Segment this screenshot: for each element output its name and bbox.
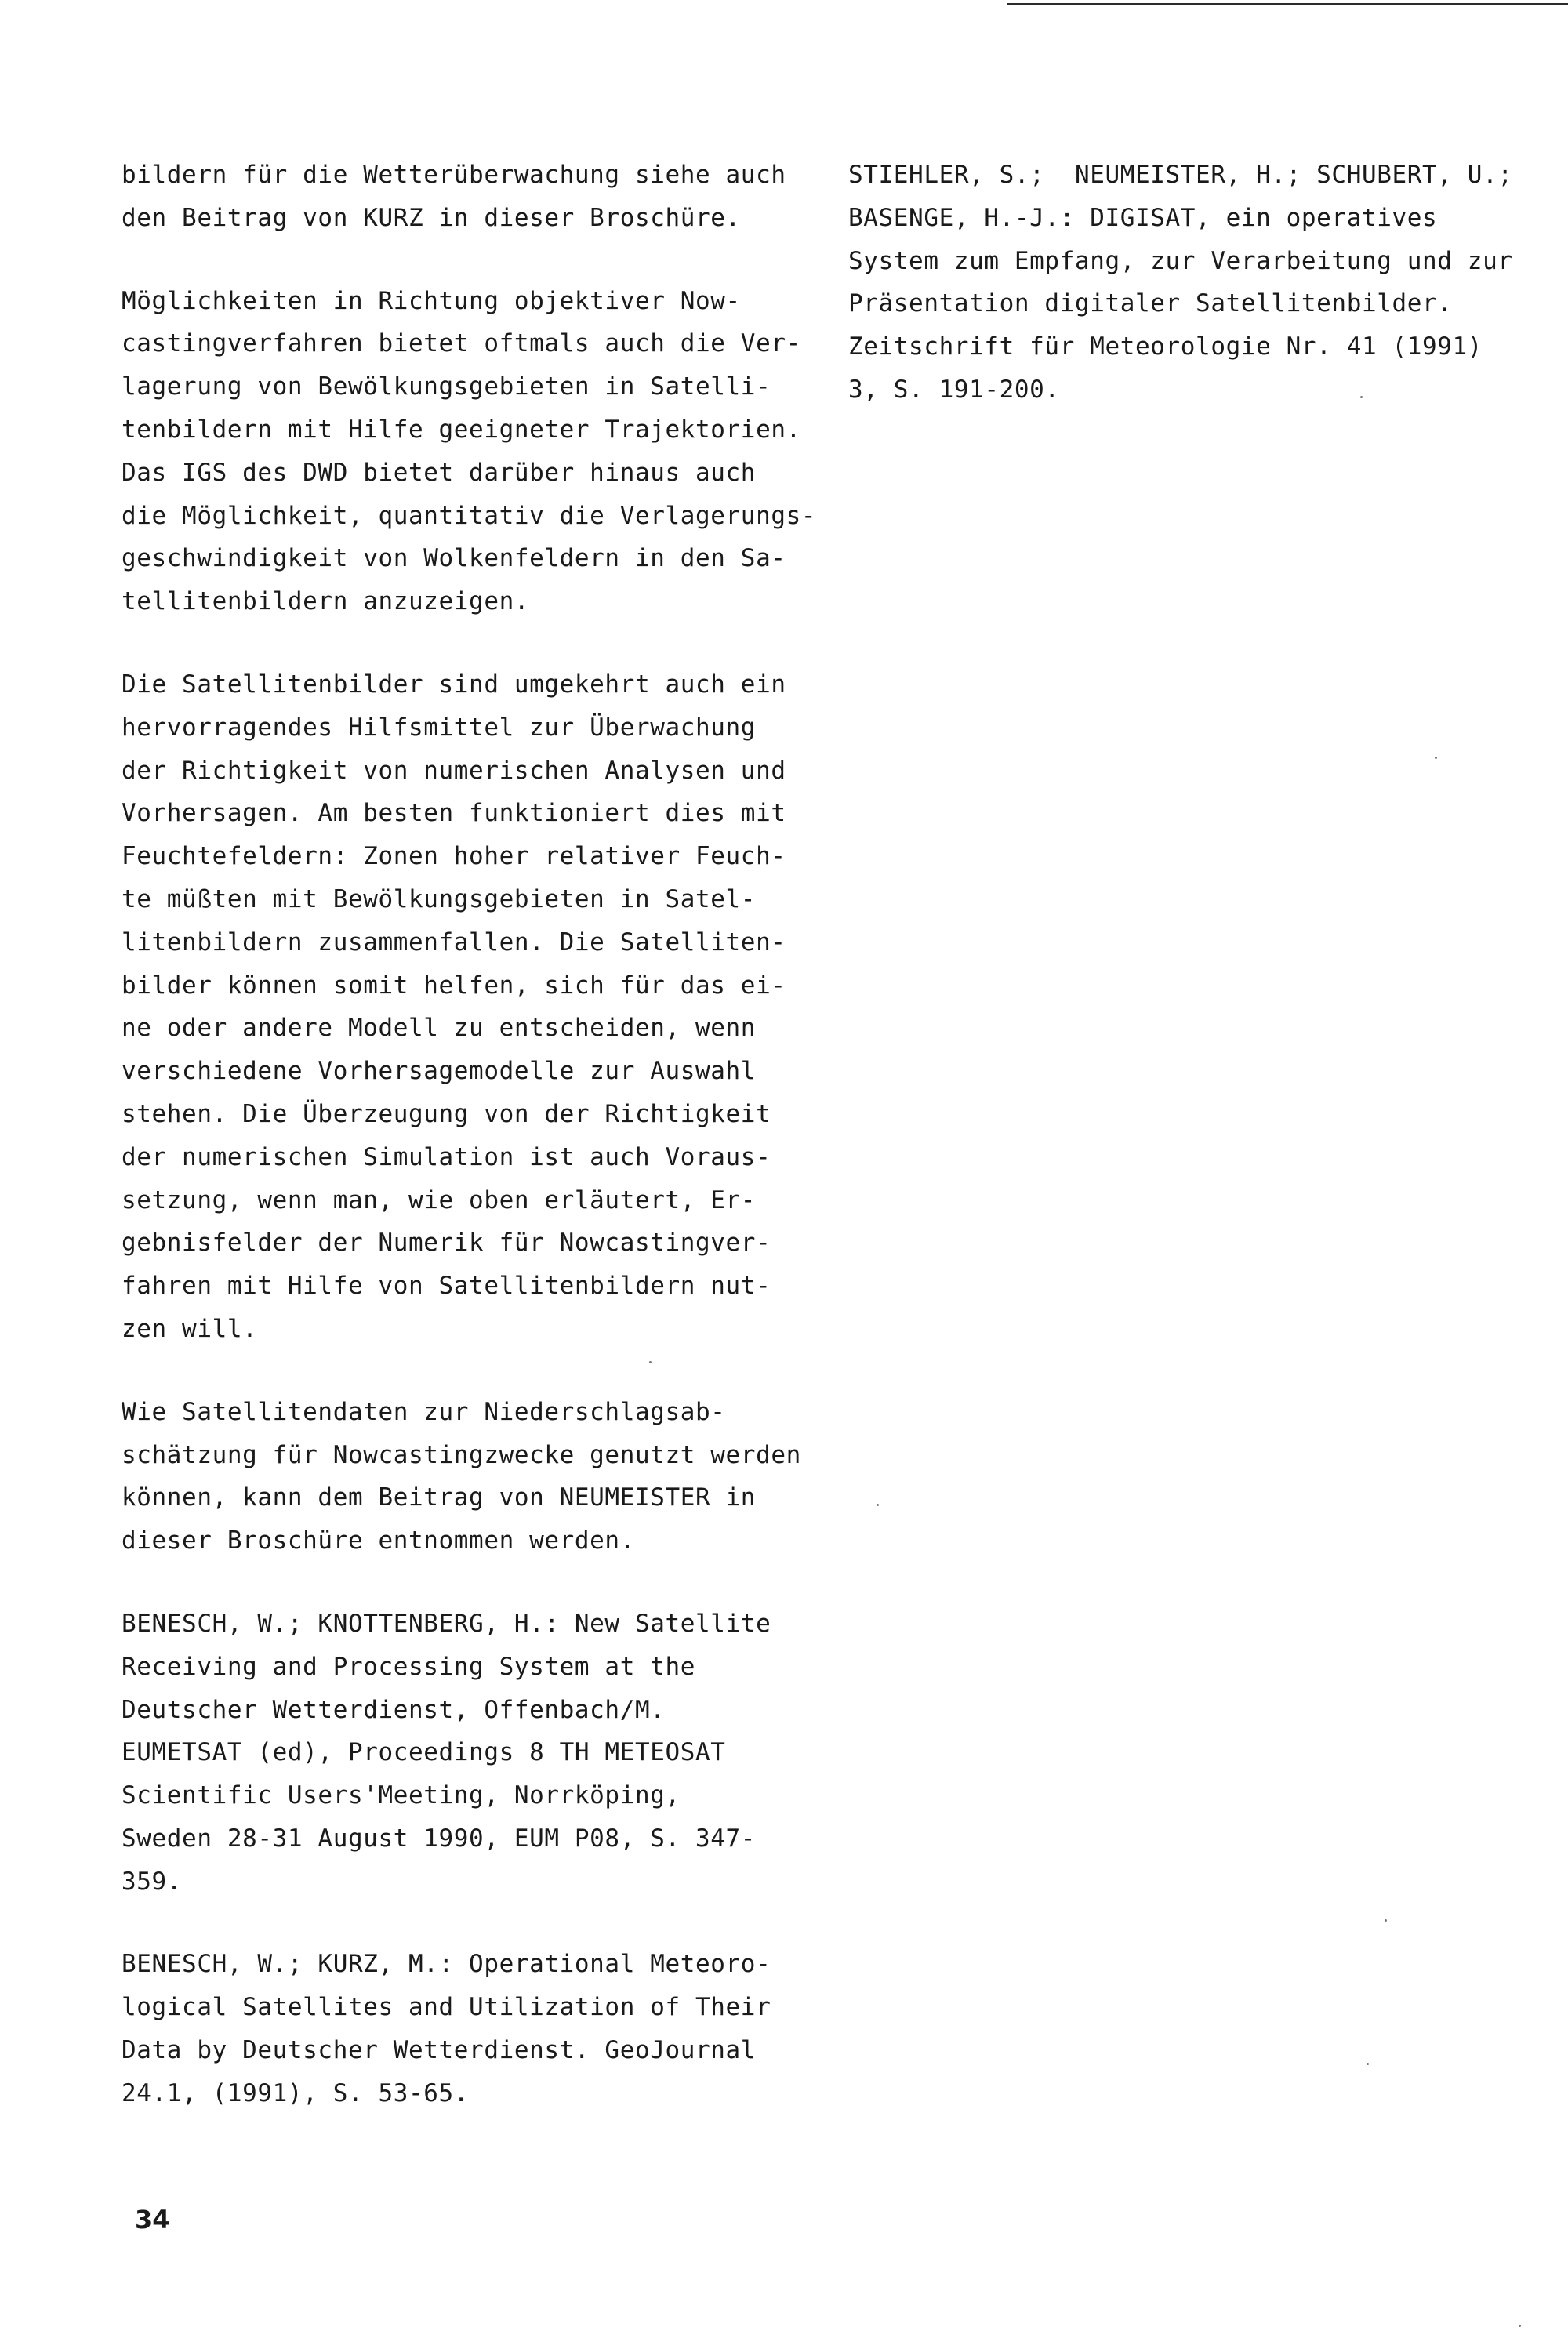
text-line: ne oder andere Modell zu entscheiden, wenn [122, 1014, 757, 1043]
text-line: castingverfahren bietet oftmals auch die Ver- [122, 329, 801, 358]
text-line: Receiving and Processing System at the [122, 1652, 696, 1681]
text-line: 24.1, (1991), S. 53-65. [122, 2078, 470, 2107]
text-line: Vorhersagen. Am besten funktioniert dies mit [122, 799, 786, 828]
text-line: STIEHLER, S.; NEUMEISTER, H.; SCHUBERT, U.; [848, 161, 1513, 189]
text-line: litenbildern zusammenfallen. Die Satelliten- [122, 927, 786, 957]
text-line: bilder können somit helfen, sich für das ei- [122, 971, 786, 1000]
text-line: können, kann dem Beitrag von NEUMEISTER in [122, 1483, 757, 1512]
scan-speck [1519, 2325, 1521, 2327]
left-column [122, 154, 817, 2115]
text-line: 359. [122, 1867, 183, 1896]
scan-speck [649, 1361, 652, 1363]
text-line: Möglichkeiten in Richtung objektiver Now- [122, 286, 741, 315]
text-line: BENESCH, W.; KURZ, M.: Operational Meteoro- [122, 1950, 771, 1979]
text-line: logical Satellites and Utilization of Their [122, 1993, 771, 2022]
scan-speck [1435, 757, 1437, 759]
text-line: fahren mit Hilfe von Satellitenbildern nut- [122, 1272, 771, 1301]
text-line: zen will. [122, 1314, 258, 1343]
paragraph-precipitation-estimation [122, 1391, 811, 1563]
text-line: te müßten mit Bewölkungsgebieten in Satel- [122, 884, 757, 913]
text-line: Präsentation digitaler Satellitenbilder. [848, 289, 1453, 318]
text-line: verschiedene Vorhersagemodelle zur Auswahl [122, 1057, 757, 1086]
paragraph-nowcasting-methods [122, 280, 817, 623]
text-line: stehen. Die Überzeugung von der Richtigkeit [122, 1099, 771, 1128]
text-line: Sweden 28-31 August 1990, EUM P08, S. 347- [122, 1824, 757, 1853]
paragraph-weather-monitoring [122, 154, 811, 240]
text-line: BASENGE, H.-J.: DIGISAT, ein operatives [848, 203, 1438, 232]
text-line: Die Satellitenbilder sind umgekehrt auch ein [122, 670, 786, 699]
text-line: Zeitschrift für Meteorologie Nr. 41 (1991) [848, 332, 1483, 361]
text-line: lagerung von Bewölkungsgebieten in Satelli- [122, 372, 771, 401]
scan-speck [877, 1504, 879, 1506]
text-line: Feuchtefeldern: Zonen hoher relativer Feuch- [122, 842, 786, 871]
scan-speck [1385, 1919, 1387, 1922]
text-line: hervorragendes Hilfsmittel zur Überwachung [122, 713, 757, 742]
text-line: gebnisfelder der Numerik für Nowcastingver- [122, 1229, 771, 1258]
text-line: System zum Empfang, zur Verarbeitung und zur [848, 246, 1513, 275]
text-line: setzung, wenn man, wie oben erläutert, Er- [122, 1185, 757, 1214]
scan-speck [1360, 396, 1363, 398]
page-number: 34 [135, 2205, 170, 2234]
top-edge-rule [1007, 3, 1568, 5]
text-line: der Richtigkeit von numerischen Analysen und [122, 756, 786, 785]
text-line: tellitenbildern anzuzeigen. [122, 587, 530, 616]
scan-speck [1367, 2063, 1369, 2065]
text-line: die Möglichkeit, quantitativ die Verlagerungs- [122, 501, 817, 530]
text-line: geschwindigkeit von Wolkenfeldern in den Sa- [122, 544, 786, 573]
reference-benesch-kurz [122, 1943, 811, 2114]
text-line: Scientific Users'Meeting, Norrköping, [122, 1781, 681, 1810]
text-line: tenbildern mit Hilfe geeigneter Trajektorien. [122, 415, 801, 444]
text-line: EUMETSAT (ed), Proceedings 8 TH METEOSAT [122, 1738, 726, 1767]
text-line: Das IGS des DWD bietet darüber hinaus auch [122, 458, 757, 487]
text-line: Deutscher Wetterdienst, Offenbach/M. [122, 1695, 666, 1724]
paragraph-analysis-verification [122, 663, 811, 1351]
text-line: den Beitrag von KURZ in dieser Broschüre. [122, 203, 741, 232]
text-line: Wie Satellitendaten zur Niederschlagsab- [122, 1397, 726, 1426]
reference-stiehler [848, 154, 1554, 412]
text-line: 3, S. 191-200. [848, 375, 1060, 404]
reference-benesch-knottenberg [122, 1603, 811, 1904]
right-column [848, 154, 1554, 412]
text-line: der numerischen Simulation ist auch Voraus- [122, 1142, 771, 1171]
text-line: BENESCH, W.; KNOTTENBERG, H.: New Satellite [122, 1609, 771, 1638]
text-line: dieser Broschüre entnommen werden. [122, 1526, 635, 1555]
text-line: Data by Deutscher Wetterdienst. GeoJournal [122, 2036, 757, 2065]
text-line: bildern für die Wetterüberwachung siehe auch [122, 161, 786, 189]
text-line: schätzung für Nowcastingzwecke genutzt werden [122, 1440, 801, 1469]
